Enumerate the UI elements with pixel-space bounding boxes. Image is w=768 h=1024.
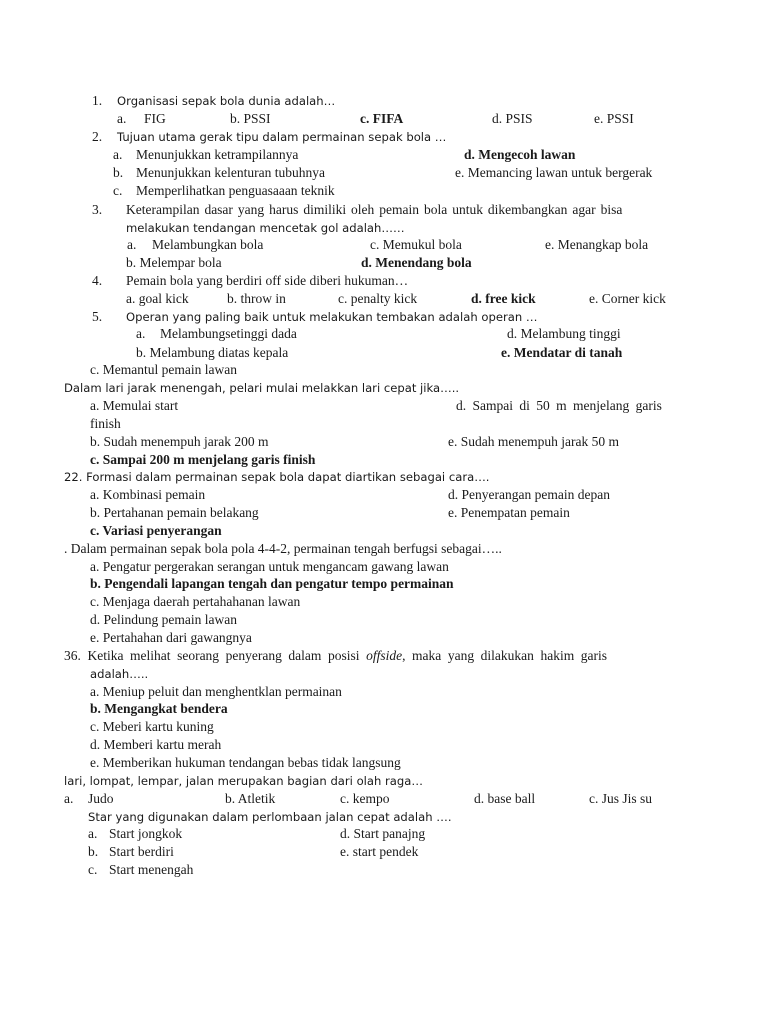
question-pola-442 <box>0 540 768 558</box>
option-a: a. Meniup peluit dan menghentklan permainan <box>90 684 342 699</box>
option-row-b <box>0 575 768 593</box>
option-c: Memperlihatkan penguasaaan teknik <box>136 183 335 198</box>
option-c: c. kempo <box>340 791 390 806</box>
question-text: Tujuan utama gerak tipu dalam permainan sepak bola … <box>117 130 447 144</box>
question-start-options-row1 <box>0 825 768 843</box>
option-d: d. Penyerangan pemain depan <box>448 487 610 502</box>
question-text-pre: 36. Ketika melihat seorang penyerang dalam posisi <box>64 648 360 663</box>
option-a: Judo <box>88 791 114 806</box>
option-a: Menunjukkan ketrampilannya <box>136 147 299 162</box>
question-text-post: , maka yang dilakukan hakim garis <box>402 648 608 663</box>
question-text: Pemain bola yang berdiri off side diberi hukuman… <box>126 273 409 288</box>
option-b-letter: b. <box>113 165 124 180</box>
option-d-cont: finish <box>90 416 121 431</box>
option-b: b. PSSI <box>230 111 271 126</box>
option-c: c. Menjaga daerah pertahahanan lawan <box>90 594 301 609</box>
option-a: Melambungkan bola <box>152 237 264 252</box>
option-c: Start menengah <box>109 862 194 877</box>
question-2-options-row2 <box>0 164 768 182</box>
option-b: b. Melempar bola <box>126 255 222 270</box>
option-d-answer: d. free kick <box>471 291 536 306</box>
question-5-options-row1 <box>0 325 768 343</box>
option-b: b. Pertahanan pemain belakang <box>90 505 259 520</box>
question-1-options <box>0 110 768 128</box>
question-number: 1. <box>92 93 103 108</box>
question-2 <box>0 128 768 146</box>
option-b: b. Atletik <box>225 791 276 806</box>
question-text: 22. Formasi dalam permainan sepak bola dapat diartikan sebagai cara…. <box>64 470 490 484</box>
question-6-options-row3 <box>0 451 768 469</box>
option-row-b <box>0 700 768 718</box>
question-text-line1 <box>64 647 607 665</box>
question-text: Star yang digunakan dalam perlombaan jalan cepat adalah …. <box>88 810 452 824</box>
question-3-options-row1 <box>0 236 768 254</box>
option-b: b. Sudah menempuh jarak 200 m <box>90 434 269 449</box>
option-c: c. Memukul bola <box>370 237 462 252</box>
question-22-options-row2 <box>0 504 768 522</box>
option-c: c. Memantul pemain lawan <box>90 362 237 377</box>
option-b: b. Melambung diatas kepala <box>136 345 289 360</box>
option-row-d <box>0 736 768 754</box>
option-b: b. throw in <box>227 291 286 306</box>
option-e: e. Menangkap bola <box>545 237 649 252</box>
option-a-letter: a. <box>113 147 123 162</box>
question-4-options <box>0 290 768 308</box>
question-22-options-row1 <box>0 486 768 504</box>
question-lari-jarak-menengah <box>0 379 768 397</box>
option-c-answer: c. Sampai 200 m menjelang garis finish <box>90 452 316 467</box>
option-e: c. Jus Jis su <box>589 791 653 806</box>
option-a: a. Memulai start <box>90 398 179 413</box>
option-row-d <box>0 611 768 629</box>
question-3 <box>0 201 768 219</box>
question-number: 2. <box>92 129 103 144</box>
question-6-options-row1-cont <box>0 415 768 433</box>
option-d-answer: d. Menendang bola <box>361 255 472 270</box>
option-e: e. start pendek <box>340 844 419 859</box>
option-a: FIG <box>144 111 166 126</box>
question-text-line2: melakukan tendangan mencetak gol adalah…… <box>126 221 405 235</box>
option-c-answer: c. Variasi penyerangan <box>90 523 222 538</box>
option-c-letter: c. <box>88 862 98 877</box>
question-2-options-row3 <box>0 182 768 200</box>
question-olahraga <box>0 772 768 790</box>
option-c: c. Meberi kartu kuning <box>90 719 214 734</box>
option-e-answer: e. Mendatar di tanah <box>501 345 623 360</box>
question-text: Dalam lari jarak menengah, pelari mulai melakkan lari cepat jika….. <box>64 381 460 395</box>
option-e: e. Corner kick <box>589 291 666 306</box>
option-d: d. Sampai di 50 m menjelang garis <box>456 398 662 413</box>
question-36-cont <box>0 665 768 683</box>
option-e: e. Penempatan pemain <box>448 505 570 520</box>
option-b-answer: b. Pengendali lapangan tengah dan pengatur tempo permainan <box>90 576 454 591</box>
question-start <box>0 808 768 826</box>
option-e: e. Memberikan hukuman tendangan bebas tidak langsung <box>90 755 401 770</box>
question-5-options-row3 <box>0 361 768 379</box>
question-number: 5. <box>92 309 103 324</box>
question-3-options-row2 <box>0 254 768 272</box>
question-text: Organisasi sepak bola dunia adalah… <box>117 94 336 108</box>
option-d: d. base ball <box>474 791 536 806</box>
question-1 <box>0 92 768 110</box>
offside-term: offside <box>366 648 403 663</box>
option-a: Start jongkok <box>109 826 183 841</box>
option-d: d. PSIS <box>492 111 533 126</box>
question-text-line1: Keterampilan dasar yang harus dimiliki oleh pemain bola untuk dikembangkan agar bisa <box>126 202 623 217</box>
option-a-letter: a. <box>117 111 127 126</box>
option-row-a <box>0 558 768 576</box>
option-b-answer: b. Mengangkat bendera <box>90 701 228 716</box>
option-a: a. Pengatur pergerakan serangan untuk mengancam gawang lawan <box>90 559 449 574</box>
question-4 <box>0 272 768 290</box>
option-a-letter: a. <box>88 826 98 841</box>
question-36 <box>0 647 768 665</box>
option-c: c. penalty kick <box>338 291 418 306</box>
question-2-options-row1 <box>0 146 768 164</box>
question-start-options-row3 <box>0 861 768 879</box>
option-b: Menunjukkan kelenturan tubuhnya <box>136 165 325 180</box>
question-text-line2: adalah….. <box>90 667 149 681</box>
option-e: e. PSSI <box>594 111 634 126</box>
question-number: 4. <box>92 273 103 288</box>
option-d: d. Melambung tinggi <box>507 326 621 341</box>
option-e: e. Memancing lawan untuk bergerak <box>455 165 653 180</box>
question-text: Operan yang paling baik untuk melakukan tembakan adalah operan … <box>126 310 538 324</box>
question-start-options-row2 <box>0 843 768 861</box>
option-c-answer: c. FIFA <box>360 111 404 126</box>
option-row-a <box>0 683 768 701</box>
question-5 <box>0 308 768 326</box>
option-a-letter: a. <box>136 326 146 341</box>
question-olahraga-options <box>0 790 768 808</box>
question-22-options-row3 <box>0 522 768 540</box>
option-a-letter: a. <box>64 791 74 806</box>
question-5-options-row2 <box>0 344 768 362</box>
option-row-e <box>0 754 768 772</box>
option-e: e. Pertahahan dari gawangnya <box>90 630 252 645</box>
option-a: Melambungsetinggi dada <box>160 326 297 341</box>
option-d: d. Pelindung pemain lawan <box>90 612 237 627</box>
option-d-answer: d. Mengecoh lawan <box>464 147 576 162</box>
option-row-c <box>0 718 768 736</box>
option-b: Start berdiri <box>109 844 174 859</box>
option-row-e <box>0 629 768 647</box>
option-d: d. Start panajng <box>340 826 426 841</box>
option-a: a. goal kick <box>126 291 189 306</box>
question-6-options-row2 <box>0 433 768 451</box>
question-text: . Dalam permainan sepak bola pola 4-4-2, permainan tengah berfugsi sebagai….. <box>64 541 502 556</box>
option-b-letter: b. <box>88 844 99 859</box>
option-row-c <box>0 593 768 611</box>
question-22 <box>0 468 768 486</box>
option-a: a. Kombinasi pemain <box>90 487 206 502</box>
question-text: lari, lompat, lempar, jalan merupakan bagian dari olah raga… <box>64 774 423 788</box>
question-number: 3. <box>92 202 103 217</box>
question-3-cont <box>0 219 768 237</box>
option-a-letter: a. <box>127 237 137 252</box>
option-e: e. Sudah menempuh jarak 50 m <box>448 434 619 449</box>
option-d: d. Memberi kartu merah <box>90 737 222 752</box>
option-c-letter: c. <box>113 183 123 198</box>
question-6-options-row1 <box>0 397 768 415</box>
